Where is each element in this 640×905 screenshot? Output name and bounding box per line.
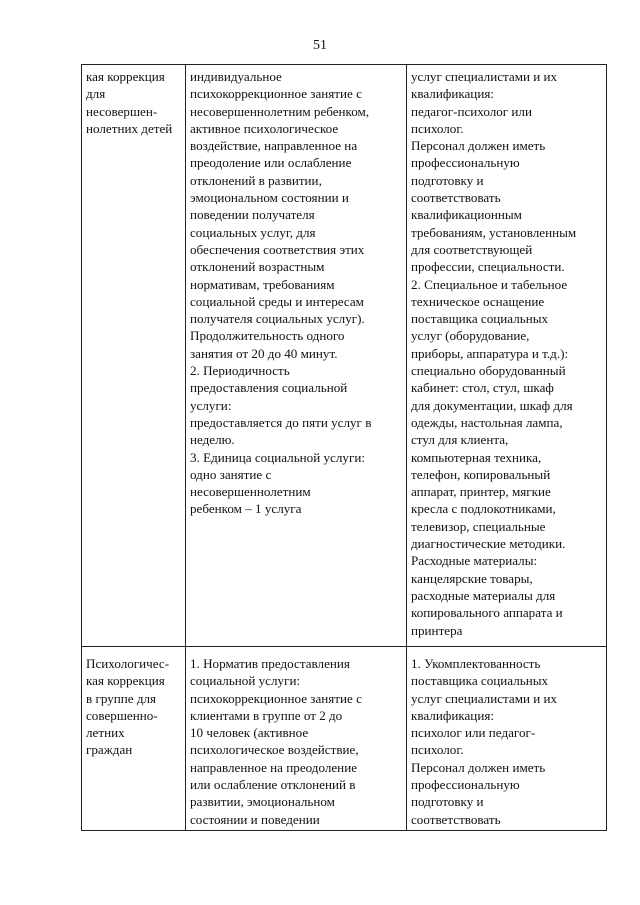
- cell-line: кабинет: стол, стул, шкаф: [411, 380, 554, 396]
- service-name-cell: [82, 65, 186, 647]
- cell-line: для: [86, 86, 106, 102]
- cell-line: услуг (оборудование,: [411, 328, 530, 344]
- cell-line: 1. Норматив предоставления: [190, 656, 350, 671]
- cell-line: социальных услуг, для: [190, 224, 316, 240]
- cell-line: 2. Специальное и табельное: [411, 276, 568, 292]
- cell-line: психолог или педагог-: [411, 725, 536, 741]
- cell-line: социальной услуги:: [190, 673, 301, 689]
- cell-line: расходные материалы для: [411, 587, 556, 603]
- table-row: [82, 65, 607, 647]
- service-conditions-cell: [407, 647, 607, 831]
- cell-line: предоставляется до пяти услуг в: [190, 414, 372, 430]
- service-description-cell: [186, 647, 407, 831]
- cell-line: квалификация:: [411, 707, 494, 723]
- cell-line: летних: [86, 725, 125, 741]
- cell-line: приборы, аппаратура и т.д.):: [411, 345, 569, 361]
- cell-line: неделю.: [190, 432, 235, 448]
- cell-line: канцелярские товары,: [411, 570, 533, 586]
- cell-line: одно занятие с: [190, 466, 272, 482]
- cell-line: несовершеннолетним: [190, 484, 311, 500]
- cell-line: психолог.: [411, 742, 464, 758]
- service-conditions-cell: [407, 65, 607, 647]
- cell-line: техническое оснащение: [411, 293, 545, 309]
- cell-line: активное психологическое: [190, 120, 339, 136]
- cell-line: педагог-психолог или: [411, 103, 532, 119]
- cell-line: предоставления социальной: [190, 380, 348, 396]
- cell-line: для документации, шкаф для: [411, 397, 573, 413]
- cell-line: профессиональную: [411, 777, 520, 793]
- cell-line: копировального аппарата и: [411, 605, 563, 621]
- cell-line: требованиям, установленным: [411, 224, 577, 240]
- cell-line: эмоциональном состоянии и: [190, 190, 349, 206]
- cell-line: в группе для: [86, 690, 157, 706]
- cell-line: психолог.: [411, 120, 464, 136]
- cell-line: Расходные материалы:: [411, 553, 538, 569]
- cell-line: отклонений в развитии,: [190, 172, 322, 188]
- cell-line: ребенком – 1 услуга: [190, 501, 302, 517]
- cell-line: психологическое воздействие,: [190, 742, 359, 758]
- cell-line: подготовку и: [411, 172, 484, 188]
- cell-line: диагностические методики.: [411, 536, 566, 552]
- cell-line: компьютерная техника,: [411, 449, 542, 465]
- cell-line: Персонал должен иметь: [411, 759, 546, 775]
- cell-line: аппарат, принтер, мягкие: [411, 484, 551, 500]
- cell-line: воздействие, направленное на: [190, 138, 358, 154]
- cell-line: граждан: [86, 742, 133, 758]
- page-number: 51: [313, 38, 327, 53]
- cell-line: поставщика социальных: [411, 673, 549, 689]
- cell-line: клиентами в группе от 2 до: [190, 707, 343, 723]
- cell-line: несовершен-: [86, 103, 158, 119]
- cell-line: отклонений возрастным: [190, 259, 325, 275]
- cell-line: 10 человек (активное: [190, 725, 309, 741]
- cell-line: специально оборудованный: [411, 363, 566, 379]
- cell-line: поведении получателя: [190, 207, 315, 223]
- cell-line: развитии, эмоциональном: [190, 794, 335, 810]
- cell-line: занятия от 20 до 40 минут.: [190, 345, 338, 361]
- cell-line: 2. Периодичность: [190, 363, 290, 379]
- cell-line: подготовку и: [411, 794, 484, 810]
- cell-line: направленное на преодоление: [190, 759, 358, 775]
- service-name-cell: [82, 647, 186, 831]
- cell-line: кресла с подлокотниками,: [411, 501, 556, 517]
- cell-line: телефон, копировальный: [411, 466, 551, 482]
- cell-line: профессиональную: [411, 155, 520, 171]
- cell-line: для соответствующей: [411, 241, 533, 257]
- cell-line: состоянии и поведении: [190, 811, 320, 827]
- cell-line: индивидуальное: [190, 69, 282, 84]
- cell-line: одежды, настольная лампа,: [411, 414, 563, 430]
- cell-line: соответствовать: [411, 811, 501, 827]
- service-description-cell: [186, 65, 407, 647]
- cell-line: соответствовать: [411, 190, 501, 206]
- cell-line: квалификация:: [411, 86, 494, 102]
- cell-line: преодоление или ослабление: [190, 155, 352, 171]
- cell-line: принтера: [411, 622, 463, 638]
- cell-line: нолетних детей: [86, 120, 173, 136]
- cell-line: социальной среды и интересам: [190, 293, 364, 309]
- cell-line: телевизор, специальные: [411, 518, 546, 534]
- cell-line: поставщика социальных: [411, 311, 549, 327]
- cell-line: получателя социальных услуг).: [190, 311, 365, 327]
- cell-line: стул для клиента,: [411, 432, 509, 448]
- cell-line: психокоррекционное занятие с: [190, 86, 362, 102]
- services-table: [81, 64, 607, 831]
- cell-line: или ослабление отклонений в: [190, 777, 356, 793]
- cell-line: совершенно-: [86, 707, 158, 723]
- cell-line: 1. Укомплектованность: [411, 656, 541, 671]
- cell-line: Продолжительность одного: [190, 328, 345, 344]
- cell-line: квалификационным: [411, 207, 522, 223]
- table-row: [82, 647, 607, 831]
- cell-line: услуги:: [190, 397, 232, 413]
- cell-line: обеспечения соответствия этих: [190, 241, 365, 257]
- cell-line: Персонал должен иметь: [411, 138, 546, 154]
- cell-line: услуг специалистами и их: [411, 690, 558, 706]
- cell-line: нормативам, требованиям: [190, 276, 335, 292]
- cell-line: психокоррекционное занятие с: [190, 690, 362, 706]
- cell-line: несовершеннолетним ребенком,: [190, 103, 370, 119]
- cell-line: Психологичес-: [86, 656, 170, 671]
- cell-line: услуг специалистами и их: [411, 69, 558, 84]
- cell-line: профессии, специальности.: [411, 259, 565, 275]
- cell-line: 3. Единица социальной услуги:: [190, 449, 365, 465]
- cell-line: кая коррекция: [86, 69, 165, 84]
- cell-line: кая коррекция: [86, 673, 165, 689]
